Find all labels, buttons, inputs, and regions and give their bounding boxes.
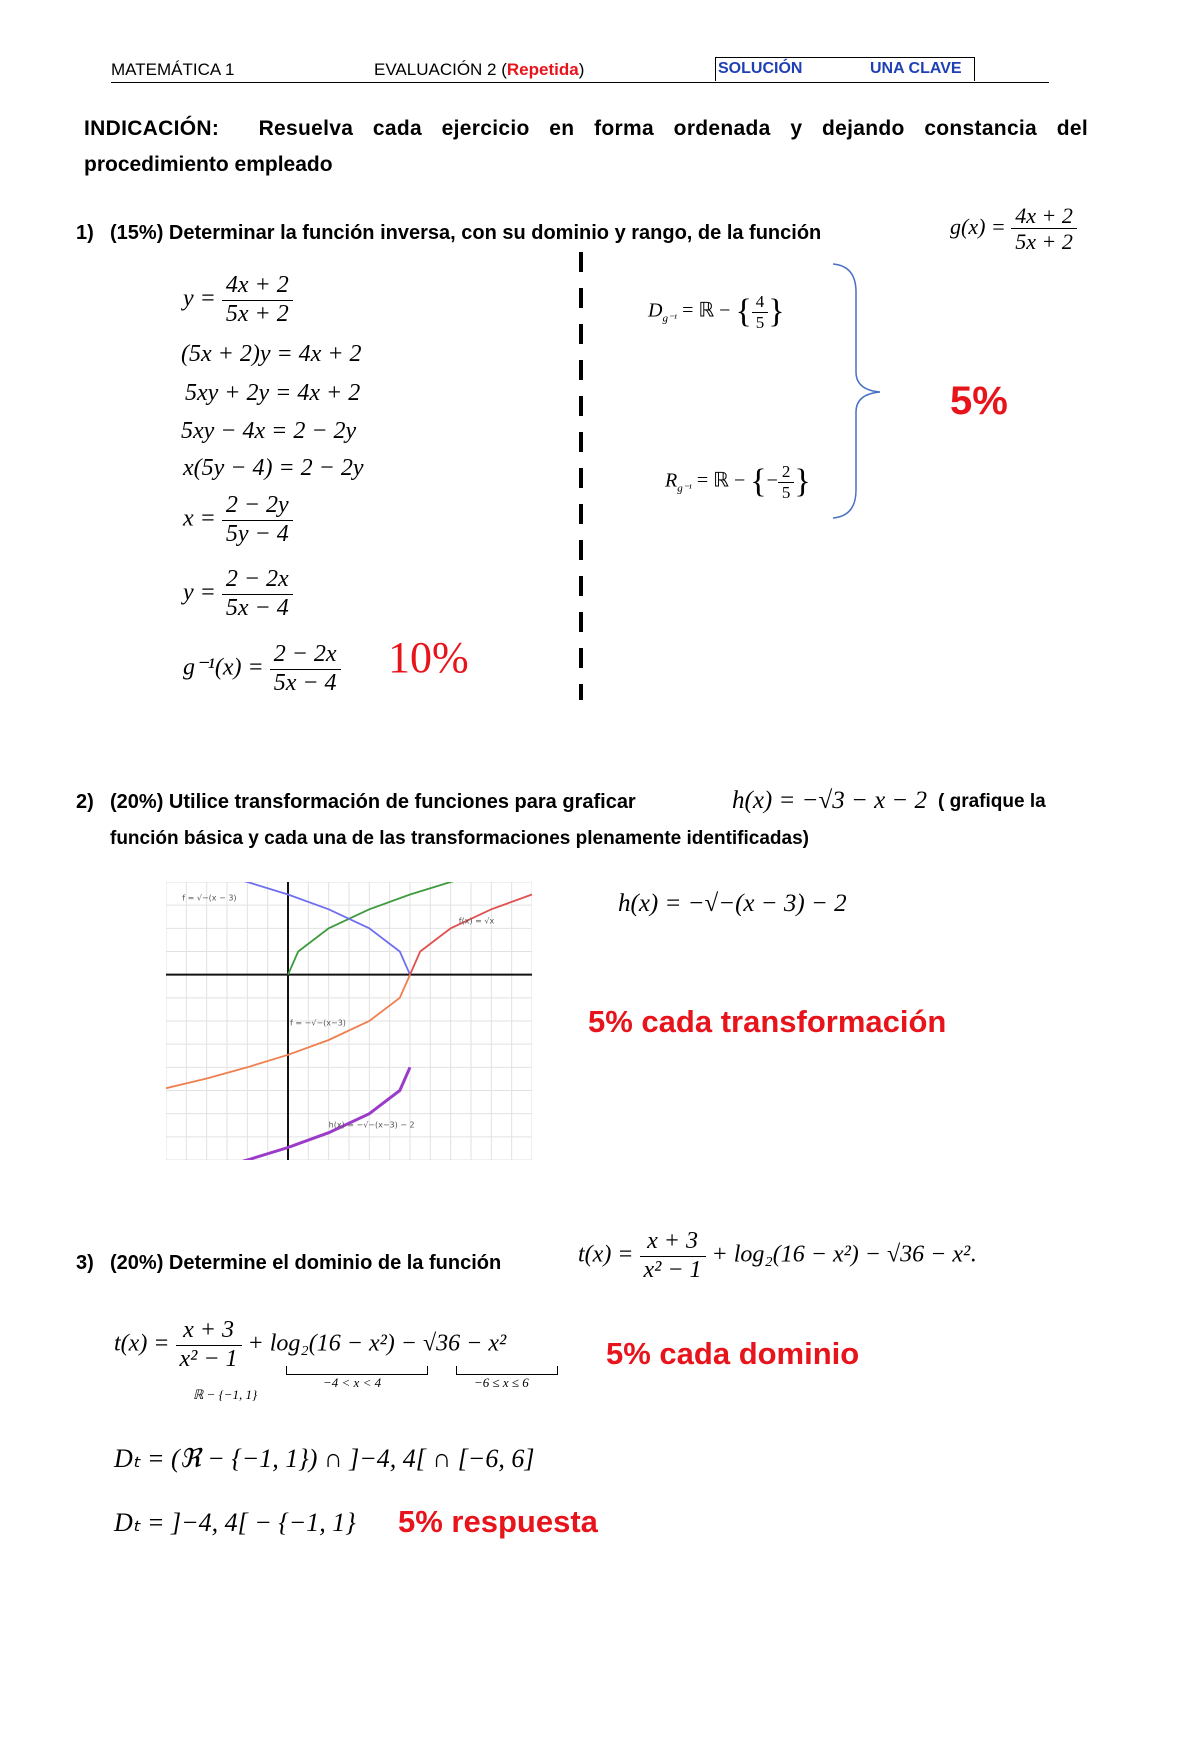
q3-domain-result: Dₜ = ]−4, 4[ − {−1, 1} bbox=[114, 1508, 356, 1537]
q1-step5: x(5y − 4) = 2 − 2y bbox=[183, 455, 364, 481]
q2-note: ( grafique la bbox=[938, 791, 1046, 812]
q3-analysis: t(x) = $\frac{x + 3}{\text{x² − 1}}$ + log₂(16 − x²) − √36 − x² bbox=[114, 1317, 507, 1372]
q2-function: h(x) = −√3 − x − 2 bbox=[732, 787, 928, 814]
solution-box bbox=[715, 57, 975, 81]
evaluation-title: EVALUACIÓN 2 (Repetida) bbox=[374, 60, 585, 79]
right-brace bbox=[830, 262, 890, 522]
q1-step7: y = $\frac{2 - 2x}{5x - 4}$ bbox=[183, 566, 293, 622]
q3-sub-domain1: ℝ − {−1, 1} bbox=[193, 1387, 258, 1402]
q3-underbrace-root bbox=[456, 1366, 558, 1375]
graph-label-green: f(x) = √x bbox=[458, 916, 495, 926]
q1-step6: x = $\frac{2 - 2y}{5y - 4}$ bbox=[183, 492, 293, 548]
q1-function: g(x) = $\frac{4x + 2}{5x + 2}$ bbox=[950, 203, 1077, 255]
repeat-label: Repetida bbox=[506, 60, 579, 79]
q3-score-answer: 5% respuesta bbox=[398, 1504, 598, 1539]
instructions-line2: procedimiento empleado bbox=[84, 153, 333, 176]
course-name: MATEMÁTICA 1 bbox=[111, 60, 235, 79]
q1-inverse-result: g⁻¹(x) = $\frac{2 - 2x}{5x - 4}$ bbox=[183, 641, 341, 697]
key-label: UNA CLAVE bbox=[870, 60, 962, 77]
q3-sub-domain3: −6 ≤ x ≤ 6 bbox=[474, 1375, 529, 1390]
header-rule bbox=[111, 82, 1049, 83]
q1-domain: $D_{g^{-1}}$ = ℝ − { $\frac{4}{5}$ } bbox=[648, 292, 785, 332]
q3-underbrace-log bbox=[286, 1366, 428, 1375]
q3-score-domain: 5% cada dominio bbox=[606, 1336, 860, 1371]
q3-statement: (20%) Determine el dominio de la función bbox=[110, 1252, 502, 1274]
q3-sub-domain2: −4 < x < 4 bbox=[323, 1375, 382, 1390]
graph-label-purple: h(x) = −√−(x−3) − 2 bbox=[328, 1120, 415, 1130]
column-divider bbox=[579, 252, 583, 700]
q1-step1: y = $\frac{4x + 2}{5x + 2}$ bbox=[183, 272, 293, 328]
q3-domain-intersection: Dₜ = (ℜ − {−1, 1}) ∩ ]−4, 4[ ∩ [−6, 6] bbox=[114, 1444, 535, 1473]
q1-statement: (15%) Determinar la función inversa, con su dominio y rango, de la función bbox=[110, 222, 822, 244]
q1-step2: (5x + 2)y = 4x + 2 bbox=[181, 341, 362, 367]
q2-statement: (20%) Utilice transformación de funciones para graficar bbox=[110, 791, 636, 813]
q3-function: t(x) = $\frac{x + 3}{\text{x² − 1}}$ + log₂(16 − x²) − √36 − x². bbox=[578, 1228, 977, 1283]
transformation-graph bbox=[166, 882, 532, 1160]
q3-number: 3) bbox=[76, 1252, 94, 1274]
q1-number: 1) bbox=[76, 222, 94, 244]
solution-label: SOLUCIÓN bbox=[718, 60, 803, 77]
q1-step3: 5xy + 2y = 4x + 2 bbox=[185, 380, 361, 406]
q2-rewrite: h(x) = −√−(x − 3) − 2 bbox=[618, 890, 847, 917]
q2-score: 5% cada transformación bbox=[588, 1004, 947, 1039]
instructions-line1: INDICACIÓN: Resuelva cada ejercicio en forma ordenada y dejando constancia del bbox=[84, 117, 1088, 140]
graph-label-blue: f = √−(x − 3) bbox=[182, 893, 237, 903]
q1-step4: 5xy − 4x = 2 − 2y bbox=[181, 418, 357, 444]
q1-range: $R_{g^{-1}}$ = ℝ − {− $\frac{2}{5}$ } bbox=[665, 462, 811, 502]
q1-score-left: 10% bbox=[388, 633, 469, 682]
q1-score-right: 5% bbox=[950, 379, 1008, 423]
graph-label-orange: f = −√−(x−3) bbox=[290, 1018, 346, 1028]
q2-note-line2: función básica y cada una de las transformaciones plenamente identificadas) bbox=[110, 828, 809, 849]
q2-number: 2) bbox=[76, 791, 94, 813]
